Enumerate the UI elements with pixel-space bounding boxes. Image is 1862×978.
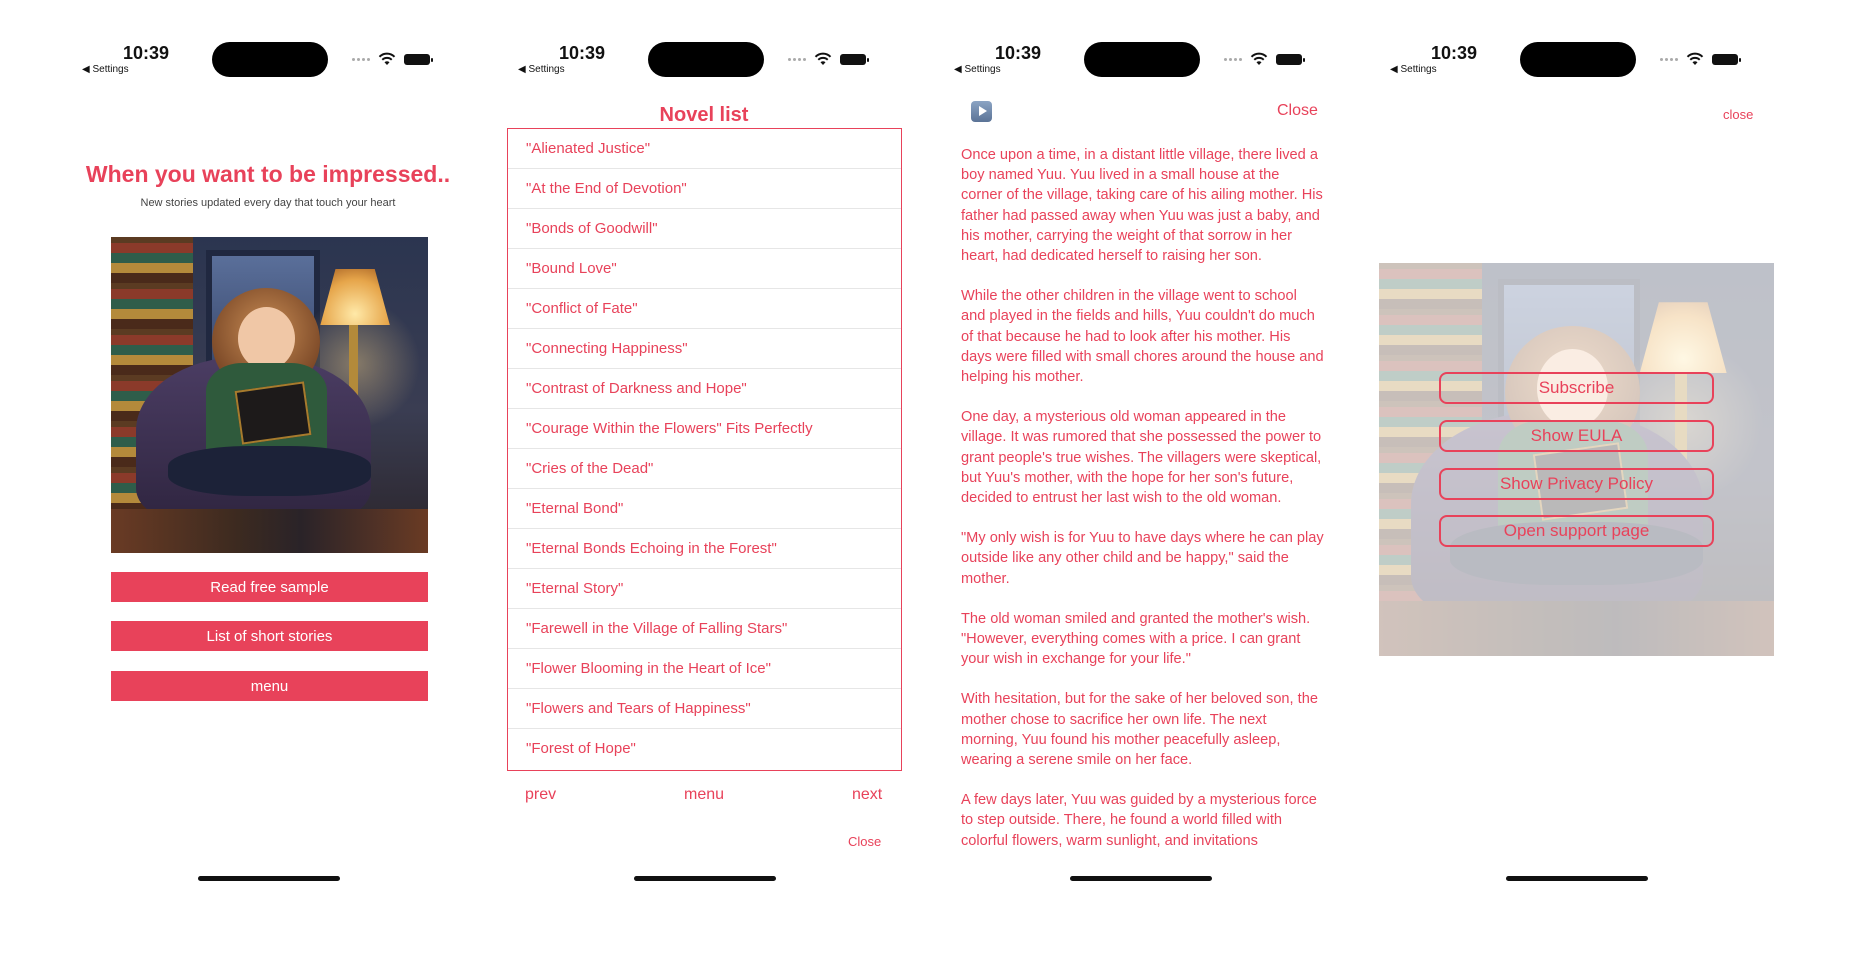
open-support-page-button[interactable]: Open support page: [1439, 515, 1714, 547]
wifi-icon: [1686, 52, 1704, 66]
close-button[interactable]: close: [1723, 107, 1754, 122]
home-indicator[interactable]: [634, 876, 776, 881]
cellular-dots-icon: [1224, 58, 1244, 62]
show-eula-button[interactable]: Show EULA: [1439, 420, 1714, 452]
show-privacy-policy-button[interactable]: Show Privacy Policy: [1439, 468, 1714, 500]
list-item[interactable]: "At the End of Devotion": [508, 169, 901, 209]
status-time: 10:39: [1431, 43, 1478, 63]
list-item[interactable]: "Alienated Justice": [508, 129, 901, 169]
cellular-dots-icon: [352, 58, 372, 62]
list-item[interactable]: "Bonds of Goodwill": [508, 209, 901, 249]
list-item[interactable]: "Flowers and Tears of Happiness": [508, 689, 901, 729]
battery-icon: [404, 54, 430, 65]
close-button[interactable]: Close: [848, 834, 882, 849]
play-icon[interactable]: [971, 101, 992, 122]
reading-girl-illustration: [111, 237, 428, 553]
back-to-settings-link[interactable]: ◀ Settings: [82, 64, 129, 75]
list-item[interactable]: "Bound Love": [508, 249, 901, 289]
dynamic-island: [212, 42, 328, 77]
status-time: 10:39: [559, 43, 606, 63]
page-title: When you want to be impressed..: [85, 161, 451, 187]
back-to-settings-link[interactable]: ◀ Settings: [1390, 64, 1437, 75]
battery-icon: [1712, 54, 1738, 65]
story-paragraph: One day, a mysterious old woman appeared in the village. It was rumored that she possessed the power to grant people's true wishes. The villagers were skeptical, but Yuu's mother, with the hope for her son's future, decided to entrust her last wish to the old woman.: [961, 409, 1322, 507]
status-time: 10:39: [995, 43, 1042, 63]
list-item[interactable]: "Forest of Hope": [526, 740, 636, 757]
close-button[interactable]: Close: [1277, 102, 1318, 119]
story-reader-screen: [922, 0, 1358, 900]
dynamic-island: [1084, 42, 1200, 77]
wifi-icon: [814, 52, 832, 66]
list-item[interactable]: "Eternal Story": [508, 569, 901, 609]
list-of-short-stories-button[interactable]: List of short stories: [111, 621, 428, 651]
story-paragraph: While the other children in the village went to school and played in the fields and hills, Yuu couldn't do much of that because he had to look after his mother. His days were filled with small chores around the house and helping his mother.: [961, 288, 1324, 386]
list-item[interactable]: "Eternal Bonds Echoing in the Forest": [508, 529, 901, 569]
story-paragraph: A few days later, Yuu was guided by a mysterious force to step outside. There, he found a world filled with colorful flowers, warm sunlight, and invitations: [961, 792, 1317, 849]
home-screen: [50, 0, 486, 900]
novel-list[interactable]: [507, 128, 902, 771]
back-to-settings-link[interactable]: ◀ Settings: [518, 64, 565, 75]
story-paragraph: Once upon a time, in a distant little village, there lived a boy named Yuu. Yuu lived in a small house at the corner of the village, taking care of his ailing mother. His father had passed away when Yuu was just a baby, and his mother, carrying the weight of that sorrow in her heart, had dedicated herself to raising her son.: [961, 147, 1323, 265]
cellular-dots-icon: [788, 58, 808, 62]
prev-page-link[interactable]: prev: [525, 786, 557, 803]
list-item[interactable]: "Eternal Bond": [508, 489, 901, 529]
cellular-dots-icon: [1660, 58, 1680, 62]
home-indicator[interactable]: [1506, 876, 1648, 881]
back-to-settings-link[interactable]: ◀ Settings: [954, 64, 1001, 75]
story-paragraph: "My only wish is for Yuu to have days where he can play outside like any other child and be happy," said the mother.: [961, 530, 1324, 587]
next-page-link[interactable]: next: [852, 786, 883, 803]
faded-background-illustration: [1379, 263, 1774, 656]
list-item[interactable]: "Cries of the Dead": [508, 449, 901, 489]
dynamic-island: [1520, 42, 1636, 77]
wifi-icon: [378, 52, 396, 66]
menu-link[interactable]: menu: [684, 786, 725, 803]
read-free-sample-button[interactable]: Read free sample: [111, 572, 428, 602]
story-paragraph: With hesitation, but for the sake of her beloved son, the mother chose to sacrifice her own life. The next morning, Yuu found his mother peacefully asleep, wearing a serene smile on her face.: [961, 691, 1318, 769]
list-item[interactable]: "Flower Blooming in the Heart of Ice": [508, 649, 901, 689]
list-item[interactable]: "Contrast of Darkness and Hope": [508, 369, 901, 409]
status-time: 10:39: [123, 43, 170, 63]
dynamic-island: [648, 42, 764, 77]
list-item[interactable]: "Courage Within the Flowers" Fits Perfectly: [508, 409, 901, 449]
list-item[interactable]: "Farewell in the Village of Falling Stars": [508, 609, 901, 649]
story-paragraph: The old woman smiled and granted the mother's wish. "However, everything comes with a price. I can grant your wish in exchange for your life.": [961, 610, 1311, 668]
battery-icon: [1276, 54, 1302, 65]
home-indicator[interactable]: [1070, 876, 1212, 881]
battery-icon: [840, 54, 866, 65]
story-text[interactable]: [961, 145, 1324, 886]
wifi-icon: [1250, 52, 1268, 66]
list-item[interactable]: "Conflict of Fate": [508, 289, 901, 329]
subscribe-button[interactable]: Subscribe: [1439, 372, 1714, 404]
list-item[interactable]: "Connecting Happiness": [508, 329, 901, 369]
menu-screen: [1358, 0, 1794, 900]
menu-button[interactable]: menu: [111, 671, 428, 701]
novel-list-screen: [486, 0, 922, 900]
page-subtitle: New stories updated every day that touch your heart: [140, 197, 396, 209]
home-indicator[interactable]: [198, 876, 340, 881]
novel-list-title: Novel list: [659, 104, 749, 126]
